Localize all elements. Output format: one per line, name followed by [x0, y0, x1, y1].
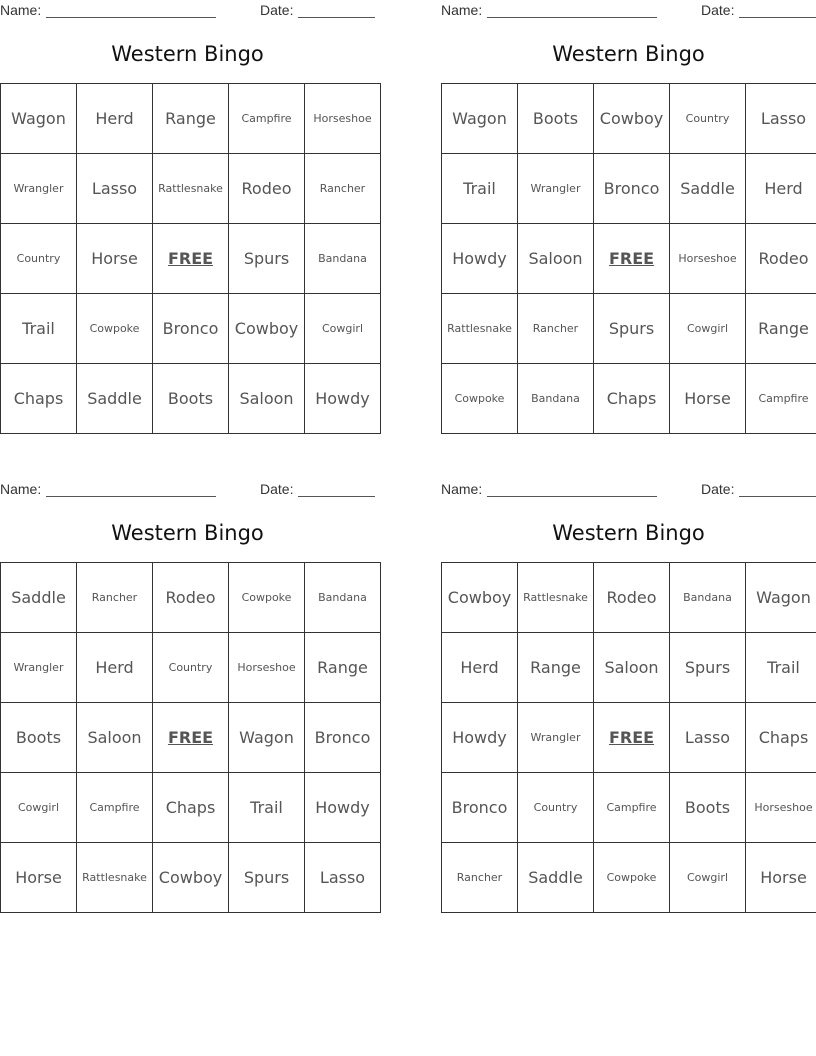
bingo-cell: Boots [153, 364, 229, 434]
bingo-row [1, 294, 381, 364]
bingo-cell: Range [305, 633, 381, 703]
bingo-cell: Rodeo [153, 563, 229, 633]
bingo-cell: Wrangler [518, 154, 594, 224]
bingo-cell: Horse [77, 224, 153, 294]
bingo-cell: Range [518, 633, 594, 703]
bingo-cell: Rodeo [746, 224, 816, 294]
bingo-cell: Horseshoe [746, 773, 816, 843]
bingo-cell: Wrangler [1, 633, 77, 703]
bingo-cell: Lasso [305, 843, 381, 913]
bingo-grid [0, 83, 381, 434]
bingo-cell: Bandana [305, 224, 381, 294]
bingo-cell: Country [153, 633, 229, 703]
date-blank-line [298, 496, 375, 497]
bingo-grid [441, 562, 816, 913]
free-space-cell: FREE [594, 703, 670, 773]
bingo-cell: Range [746, 294, 816, 364]
bingo-cell: Range [153, 84, 229, 154]
date-label: Date: [701, 2, 735, 18]
bingo-cell: Wagon [1, 84, 77, 154]
bingo-cell: Cowpoke [594, 843, 670, 913]
bingo-cell: Rodeo [594, 563, 670, 633]
bingo-row [442, 843, 816, 913]
bingo-row [442, 773, 816, 843]
bingo-cell: Cowgirl [305, 294, 381, 364]
bingo-cell: Saddle [1, 563, 77, 633]
bingo-cell: Saddle [670, 154, 746, 224]
bingo-grid [0, 562, 381, 913]
bingo-cell: Rattlesnake [442, 294, 518, 364]
bingo-cell: Saloon [229, 364, 305, 434]
bingo-grid [441, 83, 816, 434]
bingo-cell: Cowgirl [670, 294, 746, 364]
bingo-row [1, 773, 381, 843]
bingo-cell: Saloon [594, 633, 670, 703]
bingo-cell: Rancher [442, 843, 518, 913]
bingo-cell: Lasso [77, 154, 153, 224]
bingo-cell: Wagon [746, 563, 816, 633]
name-blank-line [487, 496, 657, 497]
name-date-row [0, 481, 375, 499]
bingo-row [1, 563, 381, 633]
bingo-cell: Chaps [153, 773, 229, 843]
name-label: Name: [0, 2, 42, 18]
bingo-cell: Chaps [594, 364, 670, 434]
name-label: Name: [441, 481, 483, 497]
bingo-cell: Cowpoke [229, 563, 305, 633]
bingo-row [1, 364, 381, 434]
bingo-row [1, 224, 381, 294]
bingo-cell: Wagon [229, 703, 305, 773]
bingo-cell: Saddle [518, 843, 594, 913]
bingo-row [1, 154, 381, 224]
bingo-cell: Saloon [518, 224, 594, 294]
bingo-cell: Wrangler [1, 154, 77, 224]
bingo-cell: Bronco [305, 703, 381, 773]
bingo-cell: Cowboy [229, 294, 305, 364]
bingo-cell: Country [670, 84, 746, 154]
bingo-cell: Campfire [594, 773, 670, 843]
name-blank-line [487, 17, 657, 18]
bingo-cell: Campfire [229, 84, 305, 154]
card-title: Western Bingo [111, 42, 264, 66]
bingo-cell: Howdy [442, 224, 518, 294]
bingo-cell: Howdy [442, 703, 518, 773]
bingo-row [442, 563, 816, 633]
bingo-cell: Howdy [305, 773, 381, 843]
bingo-cell: Herd [77, 633, 153, 703]
card-title: Western Bingo [111, 521, 264, 545]
bingo-cell: Horse [1, 843, 77, 913]
bingo-cell: Bronco [594, 154, 670, 224]
bingo-cell: Saloon [77, 703, 153, 773]
bingo-cell: Rattlesnake [153, 154, 229, 224]
bingo-cell: Cowgirl [670, 843, 746, 913]
date-blank-line [739, 496, 816, 497]
name-date-row [441, 2, 816, 20]
bingo-cell: Rancher [77, 563, 153, 633]
name-blank-line [46, 17, 216, 18]
bingo-cell: Country [1, 224, 77, 294]
bingo-row [1, 843, 381, 913]
bingo-cell: Cowboy [153, 843, 229, 913]
bingo-cell: Cowgirl [1, 773, 77, 843]
bingo-cell: Rancher [305, 154, 381, 224]
bingo-cell: Cowboy [442, 563, 518, 633]
date-label: Date: [260, 2, 294, 18]
bingo-cell: Bandana [518, 364, 594, 434]
bingo-cell: Trail [1, 294, 77, 364]
bingo-row [442, 294, 816, 364]
date-label: Date: [260, 481, 294, 497]
bingo-cell: Rodeo [229, 154, 305, 224]
bingo-row [442, 364, 816, 434]
date-blank-line [739, 17, 816, 18]
name-blank-line [46, 496, 216, 497]
bingo-row [1, 633, 381, 703]
bingo-cell: Boots [1, 703, 77, 773]
bingo-cell: Herd [746, 154, 816, 224]
bingo-cell: Horse [670, 364, 746, 434]
name-date-row [0, 2, 375, 20]
bingo-cell: Campfire [77, 773, 153, 843]
bingo-cell: Wagon [442, 84, 518, 154]
bingo-cell: Spurs [594, 294, 670, 364]
bingo-row [442, 154, 816, 224]
bingo-cell: Spurs [229, 224, 305, 294]
bingo-cell: Campfire [746, 364, 816, 434]
bingo-cell: Trail [229, 773, 305, 843]
bingo-cell: Horseshoe [305, 84, 381, 154]
bingo-cell: Cowpoke [442, 364, 518, 434]
bingo-cell: Horseshoe [670, 224, 746, 294]
bingo-cell: Rancher [518, 294, 594, 364]
bingo-cell: Saddle [77, 364, 153, 434]
bingo-cell: Howdy [305, 364, 381, 434]
card-title: Western Bingo [552, 42, 705, 66]
bingo-row [442, 224, 816, 294]
bingo-cell: Herd [77, 84, 153, 154]
bingo-cell: Bronco [153, 294, 229, 364]
bingo-cell: Cowpoke [77, 294, 153, 364]
bingo-row [1, 84, 381, 154]
bingo-cell: Bandana [670, 563, 746, 633]
bingo-cell: Bandana [305, 563, 381, 633]
bingo-cell: Trail [746, 633, 816, 703]
card-title: Western Bingo [552, 521, 705, 545]
bingo-cell: Lasso [746, 84, 816, 154]
bingo-cell: Spurs [670, 633, 746, 703]
date-blank-line [298, 17, 375, 18]
bingo-cell: Lasso [670, 703, 746, 773]
bingo-cell: Chaps [1, 364, 77, 434]
bingo-cell: Chaps [746, 703, 816, 773]
name-label: Name: [0, 481, 42, 497]
bingo-cell: Herd [442, 633, 518, 703]
date-label: Date: [701, 481, 735, 497]
bingo-cell: Spurs [229, 843, 305, 913]
name-label: Name: [441, 2, 483, 18]
bingo-row [1, 703, 381, 773]
bingo-cell: Boots [670, 773, 746, 843]
bingo-cell: Rattlesnake [77, 843, 153, 913]
bingo-cell: Rattlesnake [518, 563, 594, 633]
bingo-cell: Cowboy [594, 84, 670, 154]
bingo-cell: Trail [442, 154, 518, 224]
bingo-cell: Bronco [442, 773, 518, 843]
free-space-cell: FREE [153, 224, 229, 294]
bingo-cell: Horseshoe [229, 633, 305, 703]
bingo-cell: Wrangler [518, 703, 594, 773]
bingo-row [442, 703, 816, 773]
bingo-row [442, 633, 816, 703]
free-space-cell: FREE [594, 224, 670, 294]
bingo-cell: Horse [746, 843, 816, 913]
bingo-cell: Boots [518, 84, 594, 154]
free-space-cell: FREE [153, 703, 229, 773]
bingo-cell: Country [518, 773, 594, 843]
bingo-row [442, 84, 816, 154]
name-date-row [441, 481, 816, 499]
